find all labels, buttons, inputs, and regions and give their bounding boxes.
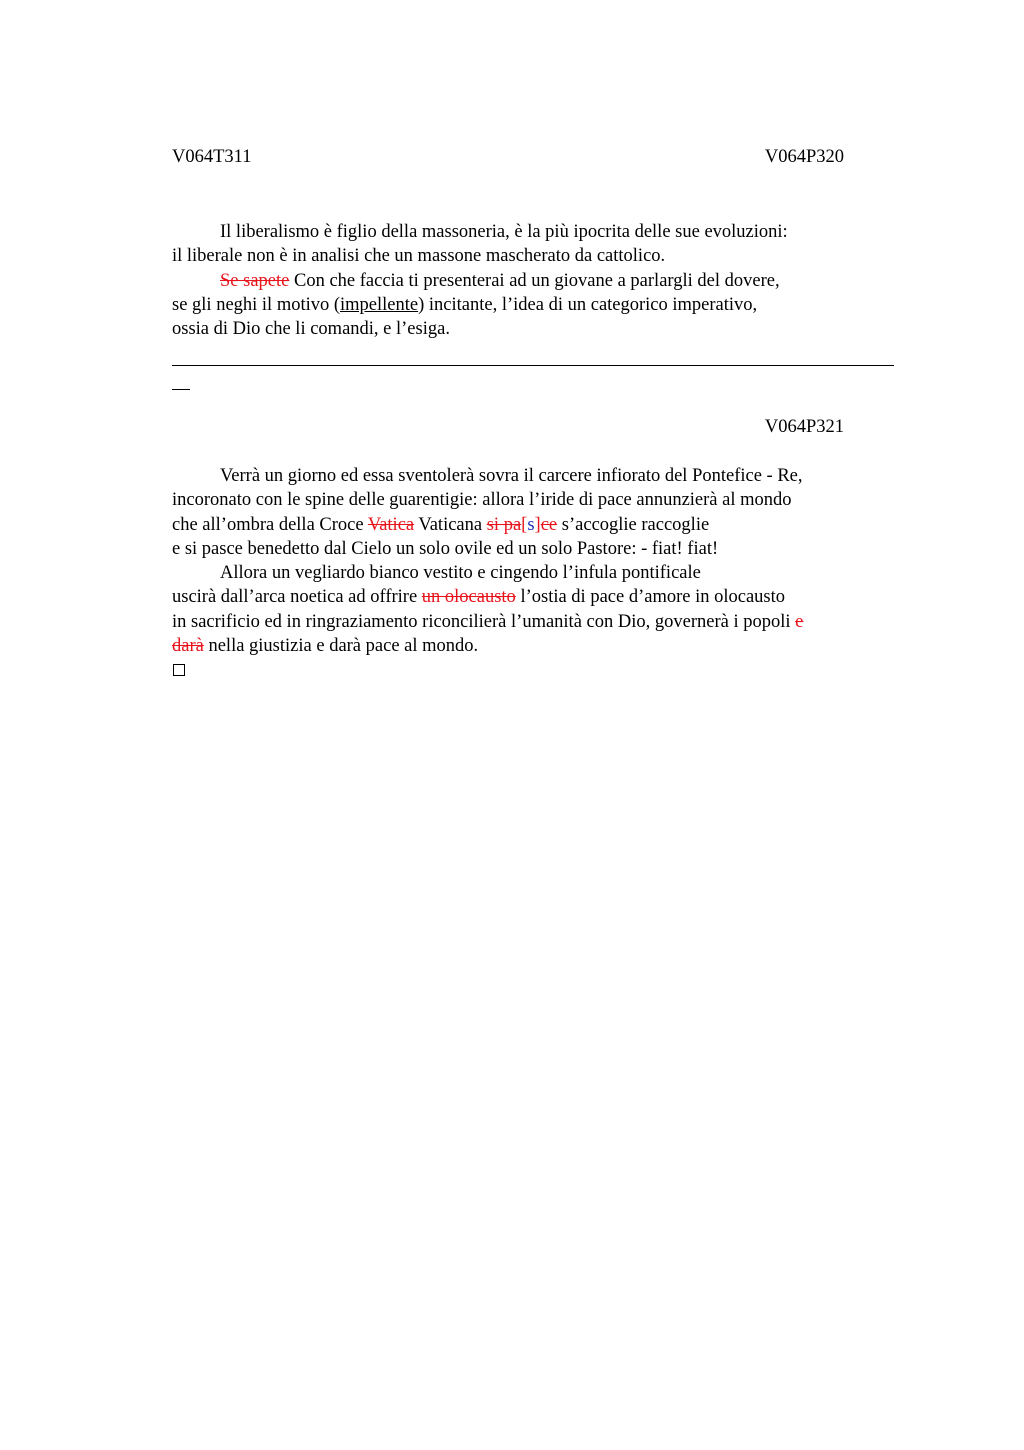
deleted-text: Se sapete	[220, 270, 290, 291]
text-line: Se sapete Con che faccia ti presenterai ad un giovane a parlargli del dovere,	[220, 270, 780, 291]
text-line: e si pasce benedetto dal Cielo un solo ovile ed un solo Pastore: - fiat! fiat!	[172, 538, 719, 559]
bracket: ]	[534, 514, 541, 535]
deleted-text: Vatica	[367, 514, 415, 535]
text-line: ossia di Dio che li comandi, e l’esiga.	[172, 319, 450, 340]
text-line: che all’ombra della Croce Vatica Vaticana si pa[s]ce s’accoglie raccoglie	[172, 514, 710, 535]
deleted-text: ce	[540, 514, 558, 535]
page-321-header	[172, 415, 844, 439]
page-separator-rule	[172, 365, 894, 366]
text-line: Il liberalismo è figlio della massoneria, è la più ipocrita delle sue evoluzioni:	[220, 222, 788, 242]
text-line: in sacrificio ed in ringraziamento riconcilierà l’umanità con Dio, governerà i popoli e	[172, 611, 804, 632]
text-line: il liberale non è in analisi che un massone mascherato da cattolico.	[172, 246, 666, 267]
text-line: Verrà un giorno ed essa sventolerà sovra il carcere infiorato del Pontefice - Re,	[220, 466, 803, 486]
page-320-text	[172, 220, 892, 341]
page-header	[172, 145, 844, 169]
page-321-text	[172, 464, 892, 658]
page-code-320: V064P320	[764, 147, 844, 167]
deleted-text: e	[795, 611, 804, 632]
page-separator-rule-end	[172, 389, 190, 390]
bracket: [	[521, 514, 528, 535]
text-line: se gli neghi il motivo (impellente) incitante, l’idea di un categorico imperativo,	[172, 294, 758, 315]
text-line: darà nella giustizia e darà pace al mondo.	[172, 636, 479, 657]
deleted-text: un olocausto	[421, 587, 516, 608]
document-page	[172, 0, 912, 1450]
end-square-icon	[173, 664, 185, 676]
deleted-text: darà	[172, 636, 204, 657]
volume-code: V064T311	[172, 147, 252, 167]
text-line: Allora un vegliardo bianco vestito e cingendo l’infula pontificale	[220, 563, 701, 584]
underlined-text: impellente	[340, 294, 419, 315]
text-line: uscirà dall’arca noetica ad offrire un olocausto l’ostia di pace d’amore in olocausto	[172, 587, 786, 608]
inserted-text: s	[527, 514, 535, 535]
page-code-321: V064P321	[764, 417, 844, 437]
deleted-text: si pa	[486, 514, 522, 535]
text-line: incoronato con le spine delle guarentigie: allora l’iride di pace annunzierà al mondo	[172, 490, 792, 511]
